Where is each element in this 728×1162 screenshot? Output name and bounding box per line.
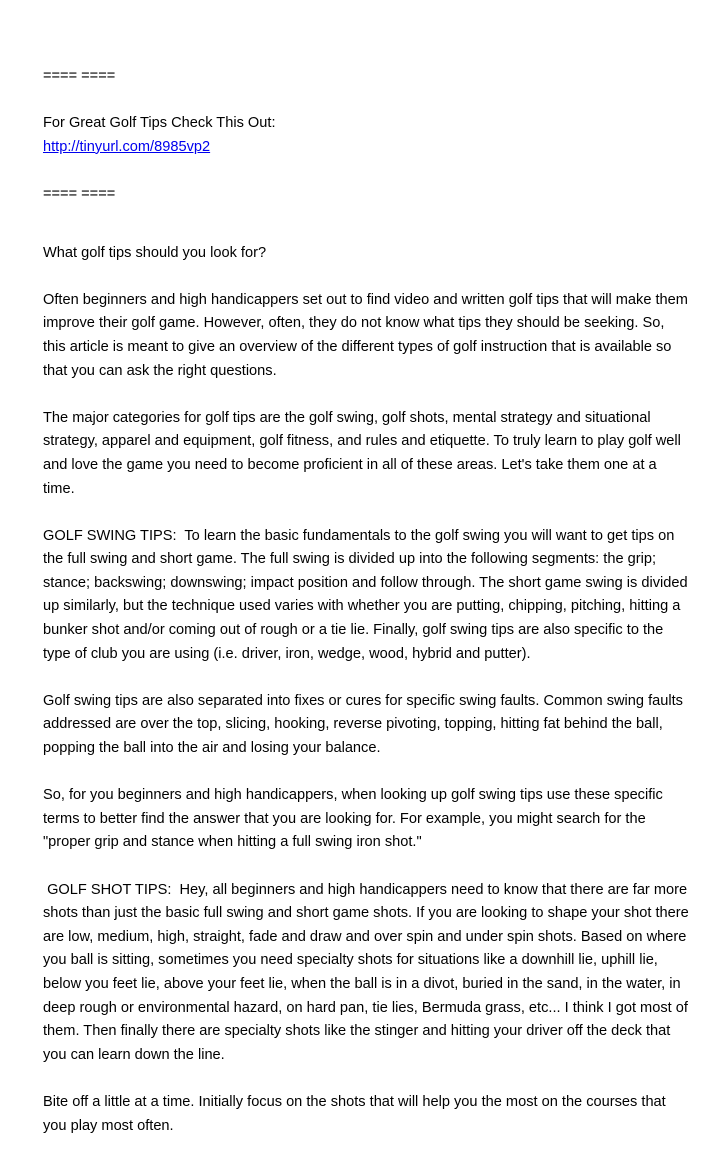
promo-link[interactable]: http://tinyurl.com/8985vp2 xyxy=(43,138,211,155)
paragraph-categories: The major categories for golf tips are the golf swing, golf shots, mental strategy and situational strategy, apparel and equipment, golf fitness, and rules and etiquette. To truly learn to play golf well and love the game you need to become proficient in all of these areas. Let's take them one at a time. xyxy=(43,409,685,497)
paragraph-bite-off: Bite off a little at a time. Initially focus on the shots that will help you the most on the courses that you play most often. xyxy=(43,1093,670,1134)
paragraph-golf-swing-tips: GOLF SWING TIPS: To learn the basic fundamentals to the golf swing you will want to get tips on the full swing and short game. The full swing is divided up into the following segments: the grip; stance; backswing; downswing; impact position and follow through. The short game swing is divided up similarly, but the technique used varies with whether you are putting, chipping, pitching, hitting a bunker shot and/or coming out of rough or a tie lie. Finally, golf swing tips are also specific to the type of club you are using (i.e. driver, iron, wedge, wood, hybrid and putter). xyxy=(43,527,692,662)
paragraph-golf-shot-tips: GOLF SHOT TIPS: Hey, all beginners and high handicappers need to know that there are far more shots than just the basic full swing and short game shots. If you are looking to shape your shot there are low, medium, high, straight, fade and draw and over spin and under spin shots. Based on where you ball is sitting, sometimes you need specialty shots for situations like a downhill lie, uphill lie, below you feet lie, above your feet lie, when the ball is in a divot, buried in the sand, in the water, in deep rough or environmental hazard, on hard pan, tie lies, Bermuda grass, etc... I think I got most of them. Then finally there are specialty shots like the stinger and hitting your driver off the deck that you can learn down the line. xyxy=(43,881,693,1063)
promo-text: For Great Golf Tips Check This Out: xyxy=(43,115,276,132)
separator-top: ==== ==== xyxy=(43,68,116,84)
paragraph-search-terms: So, for you beginners and high handicappers, when looking up golf swing tips use these specific terms to better find the answer that you are looking for. For example, you might search for the "proper grip and stance when hitting a full swing iron shot." xyxy=(43,787,667,851)
paragraph-swing-faults: Golf swing tips are also separated into fixes or cures for specific swing faults. Common swing faults addressed are over the top, slicing, hooking, reverse pivoting, topping, hitting fat behind the ball, popping the ball into the air and losing your balance. xyxy=(43,692,688,757)
paragraph-intro: Often beginners and high handicappers set out to find video and written golf tips that will make them improve their golf game. However, often, they do not know what tips they should be seeking. So, this article is meant to give an overview of the different types of golf instruction that is available so that you can ask the right questions. xyxy=(43,291,693,379)
document-page xyxy=(43,65,691,1162)
article-title: What golf tips should you look for? xyxy=(43,244,267,261)
separator-bottom: ==== ==== xyxy=(43,185,116,202)
